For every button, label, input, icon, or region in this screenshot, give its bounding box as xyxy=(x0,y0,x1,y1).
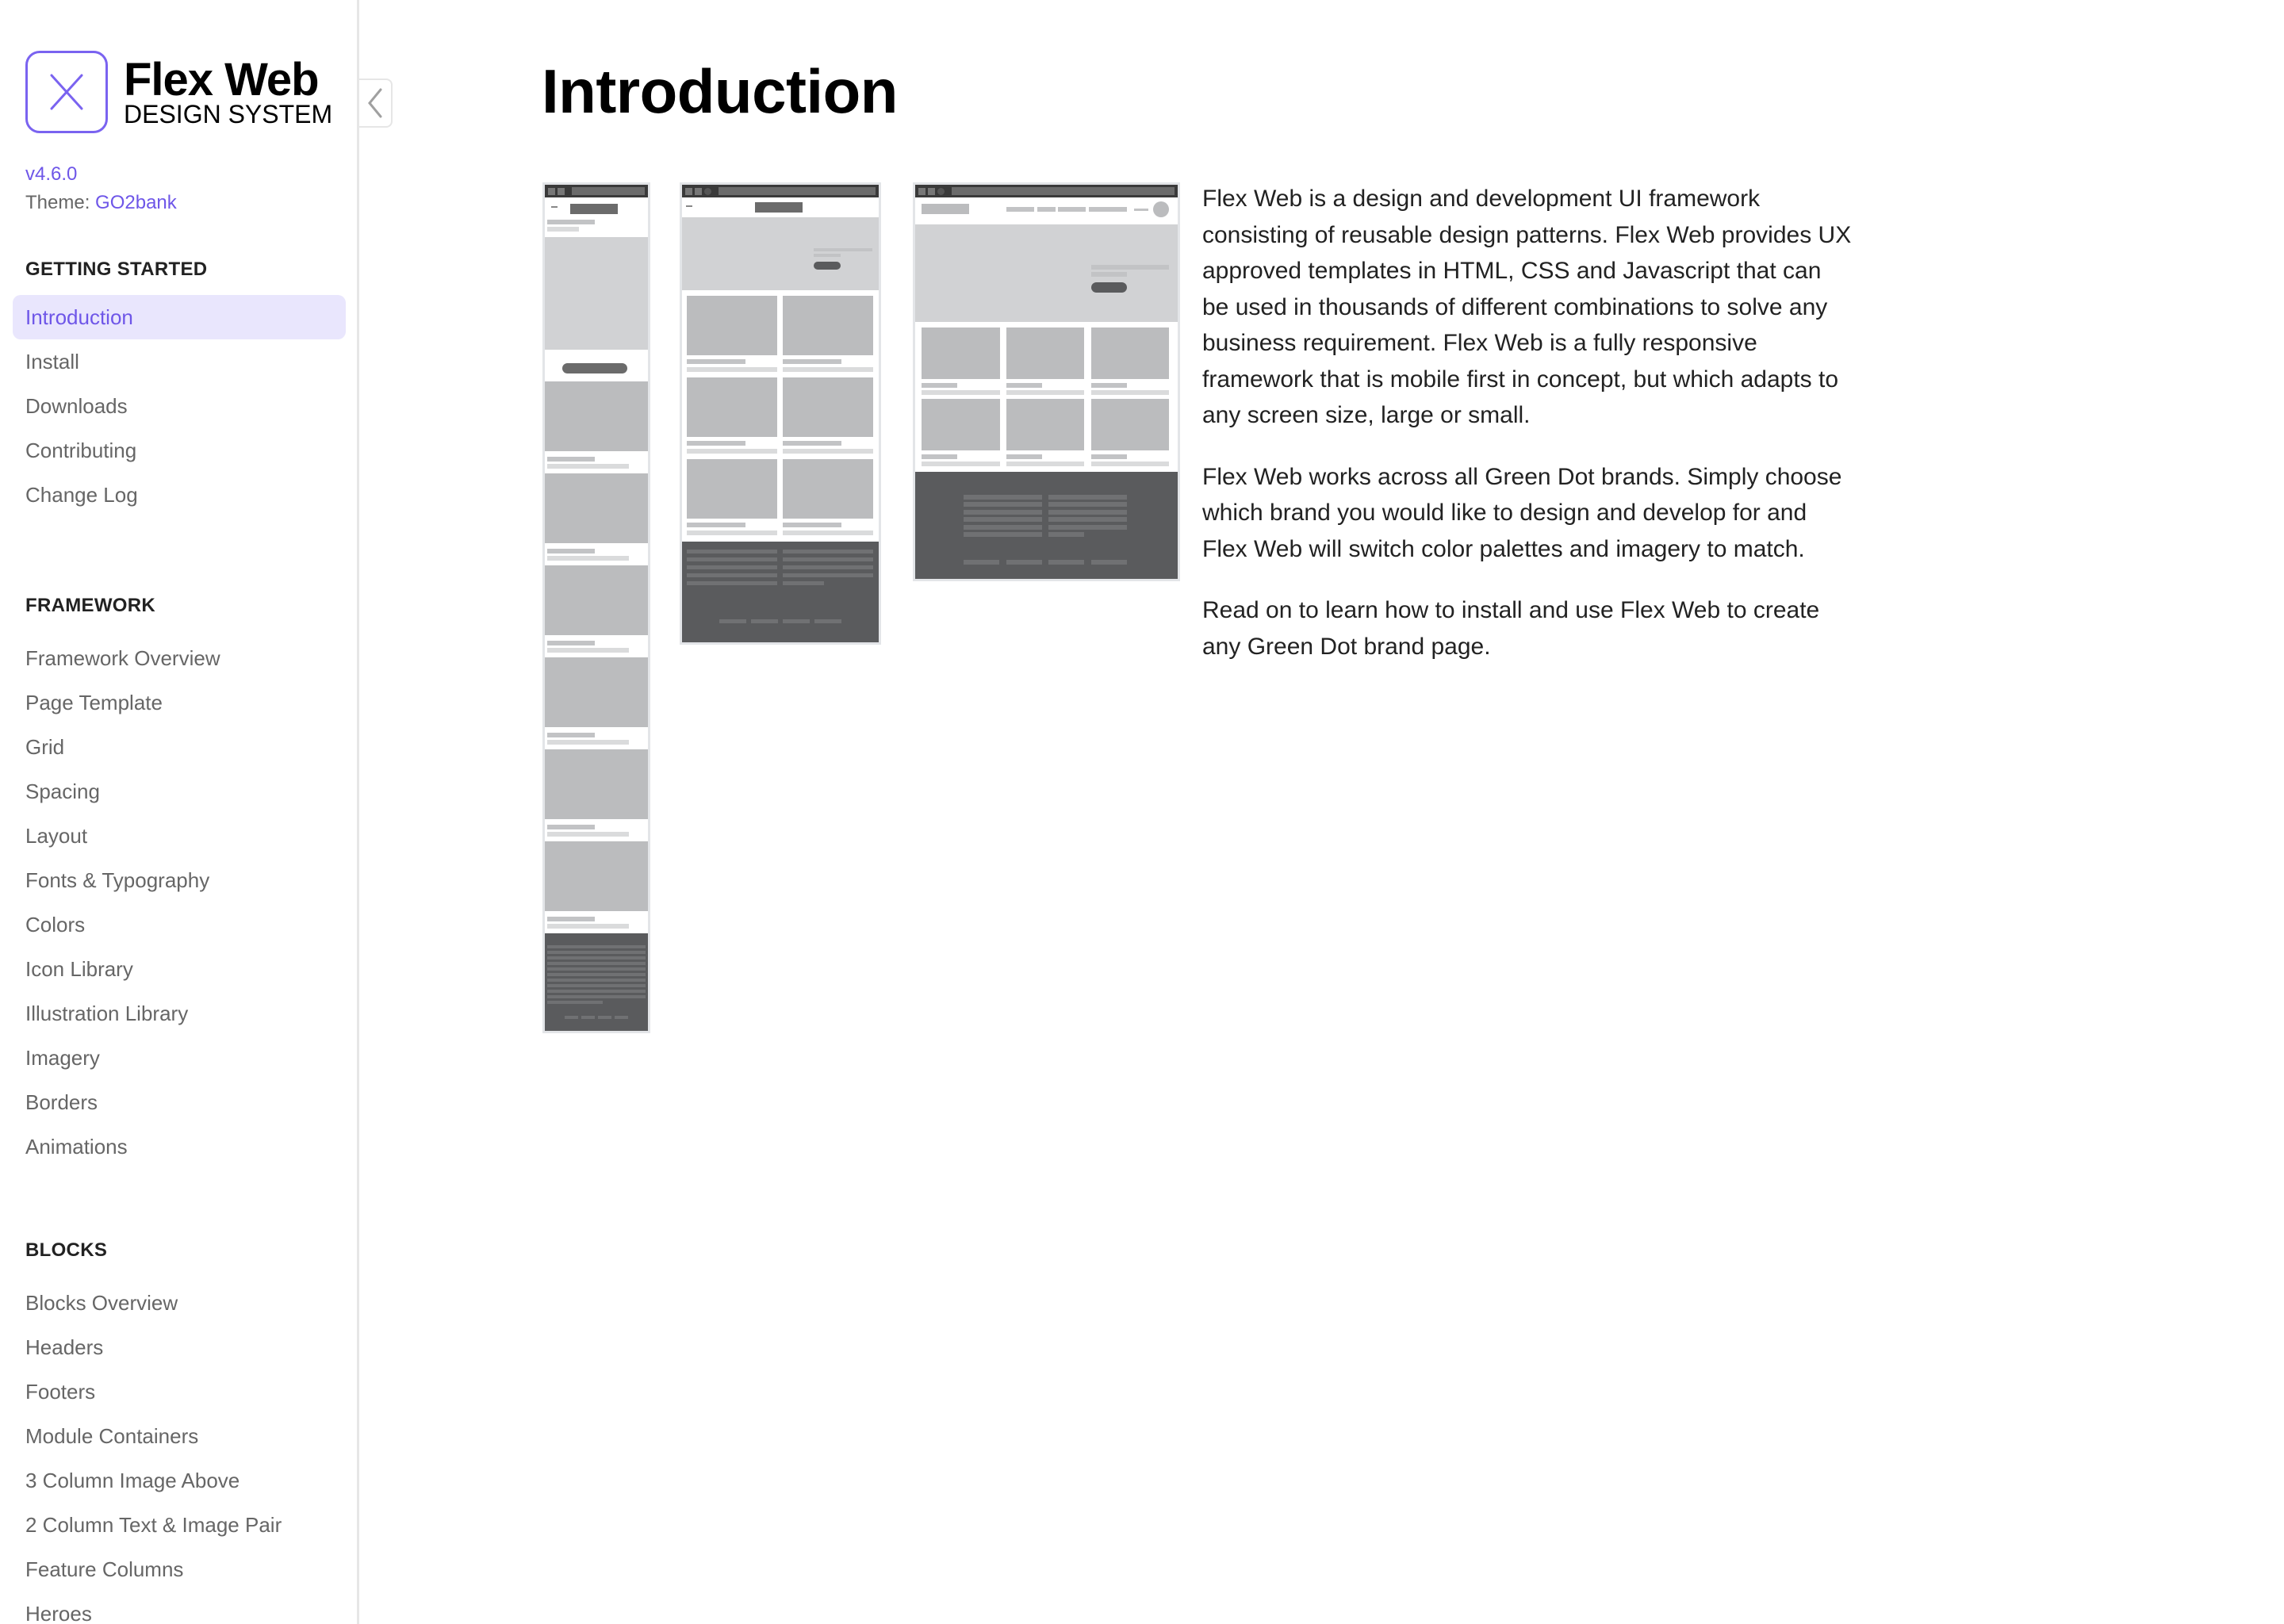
mobile-wireframe xyxy=(542,182,650,1033)
sidebar-item-framework-overview[interactable]: Framework Overview xyxy=(25,646,220,670)
tablet-wireframe xyxy=(680,182,881,645)
sidebar-item-module-containers[interactable]: Module Containers xyxy=(25,1424,199,1448)
sidebar-item-install[interactable]: Install xyxy=(25,350,79,373)
theme-label: Theme: xyxy=(25,192,96,213)
nav-heading: BLOCKS xyxy=(25,1239,108,1261)
nav-section-blocks xyxy=(0,1235,358,1624)
nav-heading: FRAMEWORK xyxy=(25,595,156,616)
sidebar-item-contributing[interactable]: Contributing xyxy=(25,439,137,462)
sidebar-item-feature-columns[interactable]: Feature Columns xyxy=(25,1557,184,1581)
x-close-icon xyxy=(49,73,84,111)
desktop-wireframe xyxy=(913,182,1180,581)
sidebar-item-heroes[interactable]: Heroes xyxy=(25,1602,92,1624)
page-title: Introduction xyxy=(542,56,898,126)
browser-bar xyxy=(682,185,879,197)
intro-text xyxy=(1202,181,1853,690)
nav-heading: GETTING STARTED xyxy=(25,259,208,280)
sidebar-item-2-column-text-image-pair[interactable]: 2 Column Text & Image Pair xyxy=(25,1513,282,1537)
sidebar-item-blocks-overview[interactable]: Blocks Overview xyxy=(25,1291,178,1315)
sidebar-item-imagery[interactable]: Imagery xyxy=(25,1046,100,1070)
sidebar-item-animations[interactable]: Animations xyxy=(25,1135,128,1159)
sidebar-item-grid[interactable]: Grid xyxy=(25,735,65,759)
nav-section-framework xyxy=(0,590,358,1169)
sidebar-item-downloads[interactable]: Downloads xyxy=(25,394,128,418)
sidebar-item-change-log[interactable]: Change Log xyxy=(25,483,138,507)
sidebar-item-fonts-typography[interactable]: Fonts & Typography xyxy=(25,868,210,892)
sidebar xyxy=(0,0,359,1624)
brand-logo[interactable] xyxy=(25,51,332,133)
sidebar-item-3-column-image-above[interactable]: 3 Column Image Above xyxy=(25,1469,240,1492)
sidebar-item-spacing[interactable]: Spacing xyxy=(25,779,100,803)
theme-value-link[interactable]: GO2bank xyxy=(95,192,177,213)
theme-indicator xyxy=(25,192,177,214)
sidebar-item-layout[interactable]: Layout xyxy=(25,824,88,848)
logo-box xyxy=(25,51,108,133)
brand-text xyxy=(124,54,333,128)
sidebar-item-introduction[interactable]: Introduction xyxy=(13,295,346,339)
sidebar-item-footers[interactable]: Footers xyxy=(25,1380,96,1404)
intro-paragraph-3: Read on to learn how to install and use Flex Web to create any Green Dot brand page. xyxy=(1202,597,1820,660)
sidebar-item-illustration-library[interactable]: Illustration Library xyxy=(25,1002,189,1025)
intro-paragraph-2: Flex Web works across all Green Dot brands. Simply choose which brand you would like to design and develop for and Flex Web will switch color palettes and imagery to match. xyxy=(1202,463,1842,562)
intro-paragraph-1: Flex Web is a design and development UI framework consisting of reusable design patterns. Flex Web provides UX approved templates in HTML, CSS and Javascript that can be used in thousands of different combinations to solve any business requirement. Flex Web is a fully responsive framework that is mobile first in concept, but which adapts to any screen size, large or small. xyxy=(1202,186,1852,428)
sidebar-collapse-button[interactable] xyxy=(359,79,393,128)
browser-bar xyxy=(545,185,648,197)
brand-title: Flex Web xyxy=(124,54,319,105)
sidebar-item-icon-library[interactable]: Icon Library xyxy=(25,957,133,981)
brand-subtitle: DESIGN SYSTEM xyxy=(124,100,333,128)
browser-bar xyxy=(915,185,1178,197)
version-link[interactable]: v4.6.0 xyxy=(25,163,78,185)
chevron-left-icon xyxy=(366,87,384,119)
sidebar-item-borders[interactable]: Borders xyxy=(25,1090,98,1114)
nav-section-getting-started xyxy=(0,254,358,517)
sidebar-item-headers[interactable]: Headers xyxy=(25,1335,104,1359)
sidebar-item-colors[interactable]: Colors xyxy=(25,913,86,936)
sidebar-item-page-template[interactable]: Page Template xyxy=(25,691,163,714)
